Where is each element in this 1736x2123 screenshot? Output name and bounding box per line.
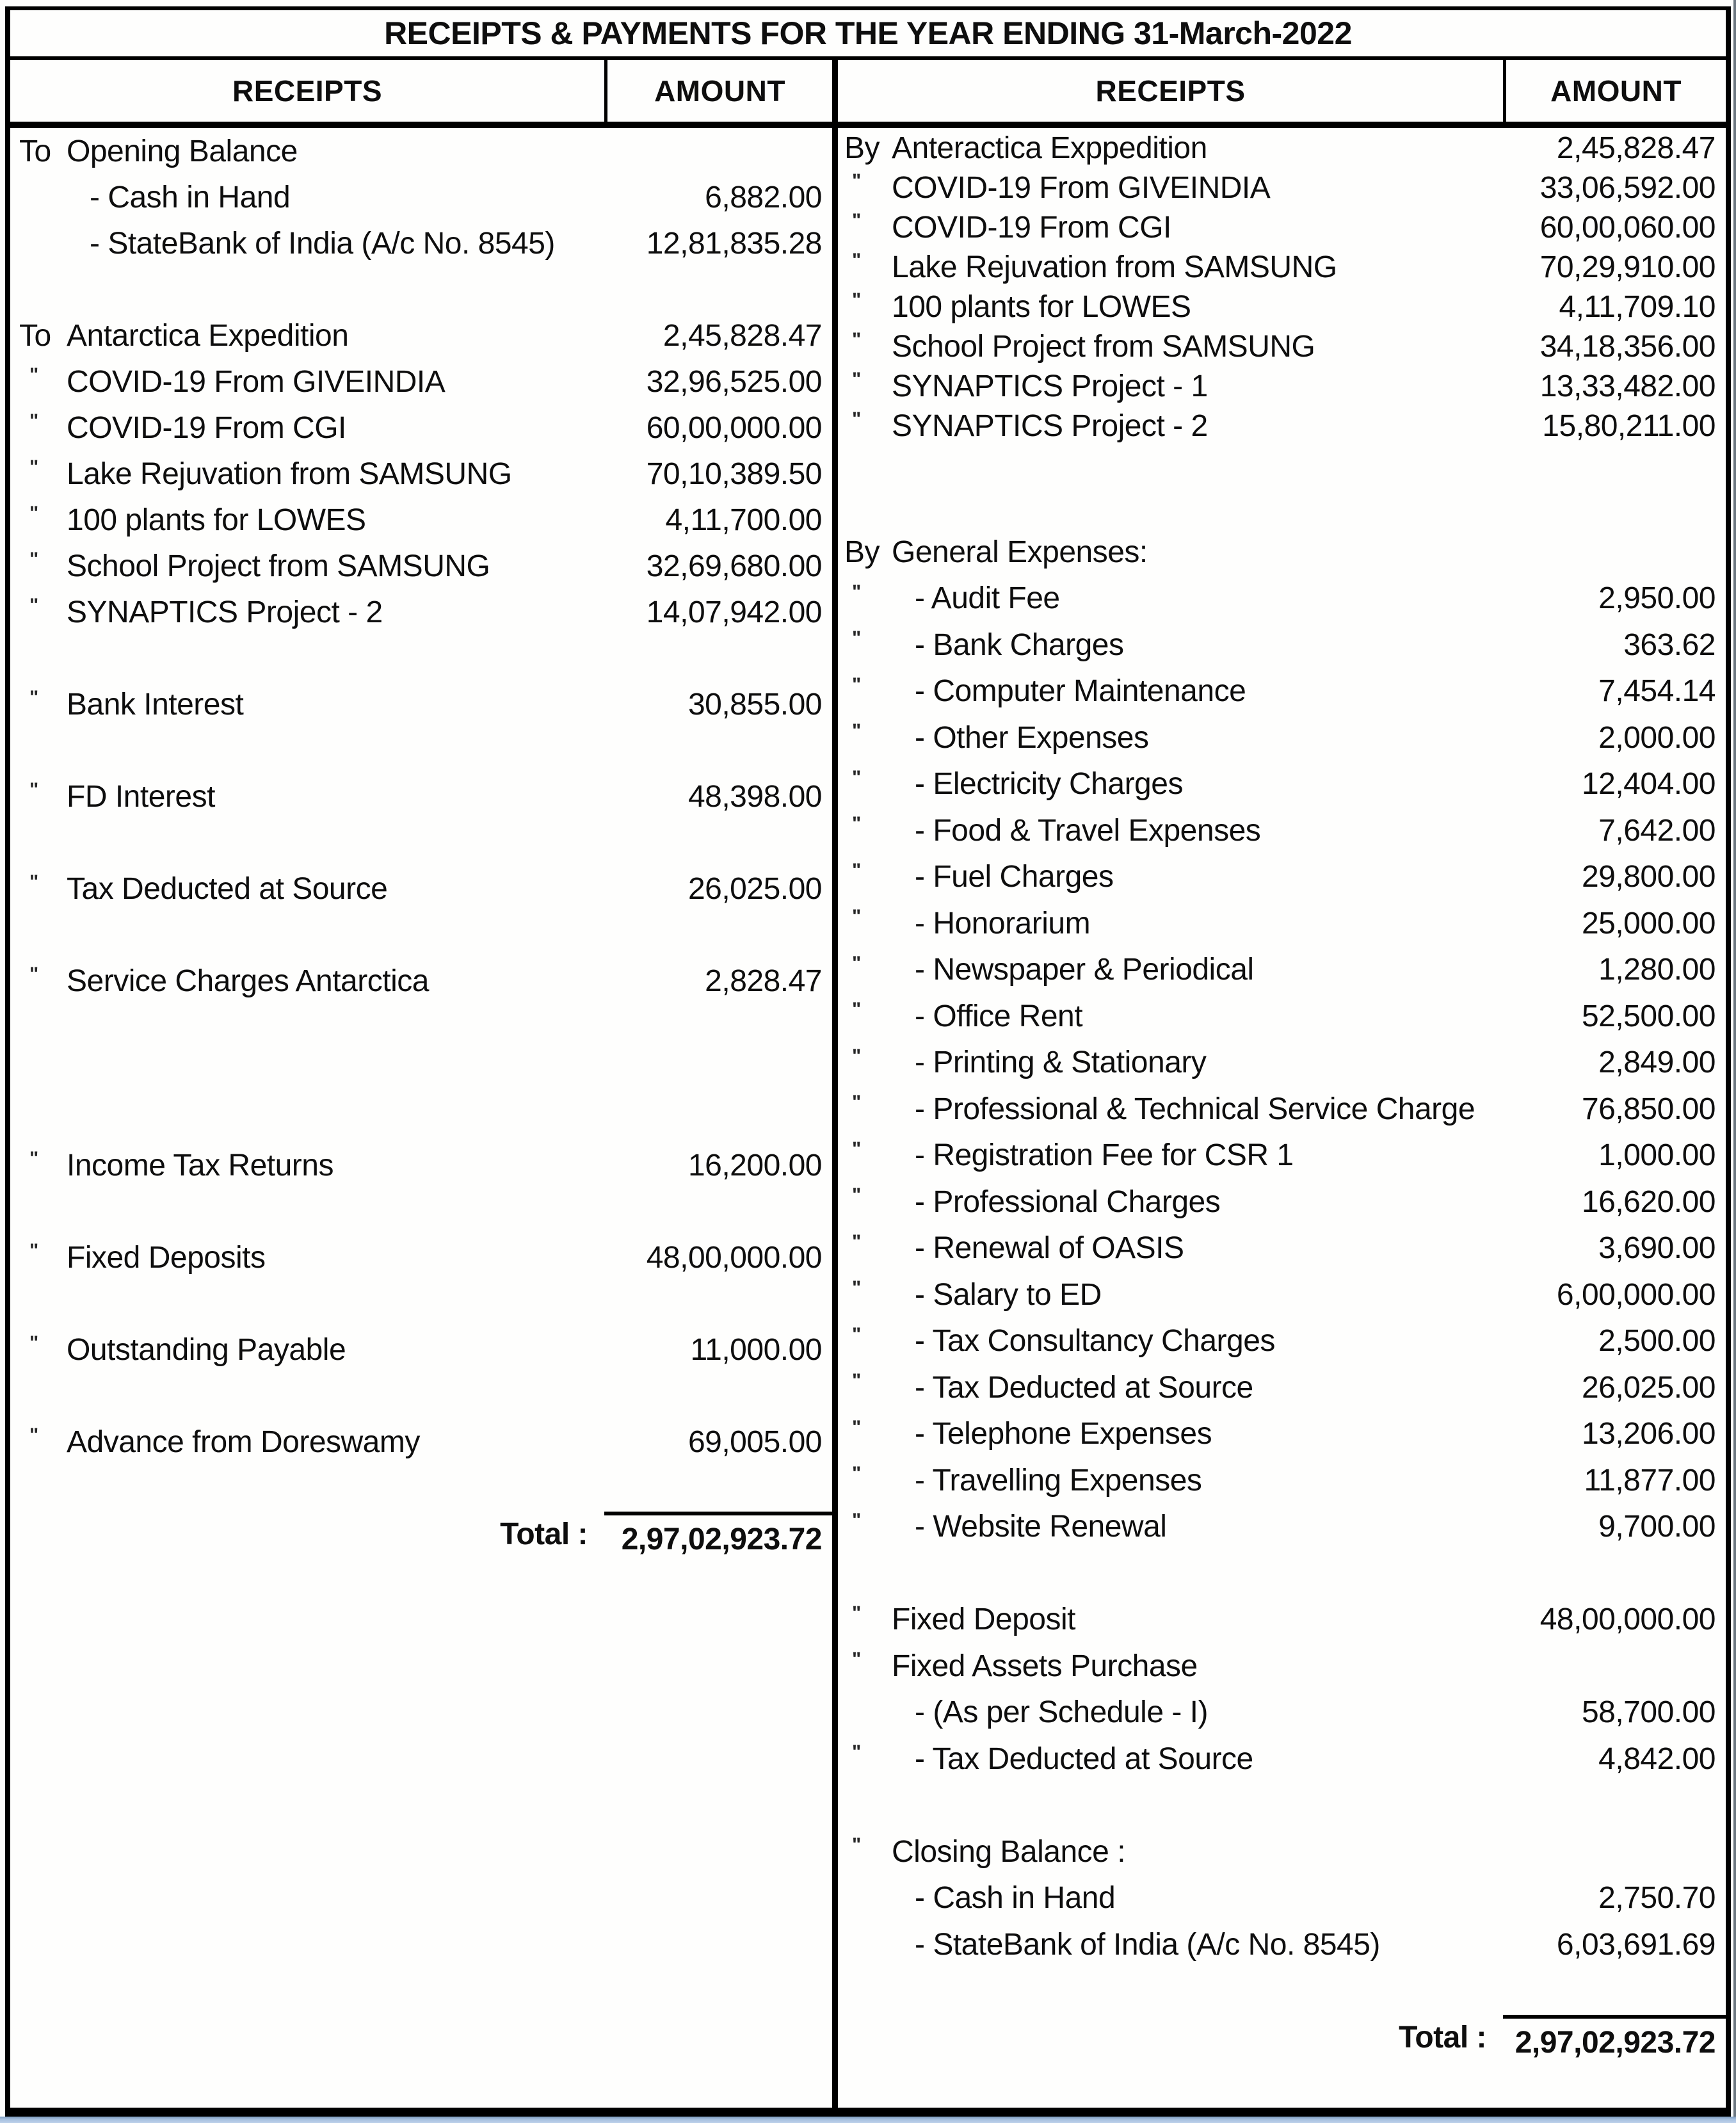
row-amount: 58,700.00 — [1581, 1695, 1716, 1730]
ledger-body — [10, 128, 1726, 2108]
ledger-row — [838, 1597, 1726, 1643]
ditto-mark: " — [29, 1332, 38, 1353]
ledger-row — [838, 168, 1726, 207]
ledger-row — [10, 866, 832, 912]
ditto-mark: " — [852, 1741, 861, 1763]
row-amount: 48,00,000.00 — [646, 1240, 822, 1275]
ditto-mark: " — [29, 687, 38, 708]
ledger-row — [838, 1921, 1726, 1968]
ditto-mark: " — [852, 1045, 861, 1067]
row-amount: 14,07,942.00 — [646, 595, 822, 629]
ledger-row — [838, 1457, 1726, 1504]
row-amount: 60,00,000.00 — [646, 410, 822, 445]
row-label: - Fuel Charges — [915, 860, 1114, 894]
ditto-mark: " — [852, 999, 861, 1021]
total-amount: 2,97,02,923.72 — [1503, 2015, 1726, 2060]
ledger-row — [838, 1643, 1726, 1690]
ledger-row — [838, 1736, 1726, 1782]
ledger-row — [838, 900, 1726, 947]
row-label: - Bank Charges — [915, 627, 1124, 662]
ditto-mark: " — [852, 1509, 861, 1531]
row-label: Closing Balance : — [892, 1834, 1126, 1869]
row-amount: 11,877.00 — [1584, 1463, 1716, 1497]
blank-row — [10, 819, 832, 866]
ditto-mark: " — [29, 779, 38, 800]
total-row — [838, 2014, 1726, 2061]
ditto-mark: " — [852, 289, 861, 311]
ledger-row — [838, 854, 1726, 901]
row-amount: 363.62 — [1623, 627, 1716, 662]
row-amount: 2,750.70 — [1598, 1881, 1716, 1916]
row-label: COVID-19 From GIVEINDIA — [892, 170, 1271, 205]
row-amount: 16,620.00 — [1581, 1184, 1716, 1219]
row-label: Bank Interest — [67, 687, 244, 722]
ledger-row — [10, 174, 832, 220]
ledger-row — [10, 543, 832, 589]
row-label: Fixed Assets Purchase — [892, 1649, 1198, 1683]
ditto-mark: " — [852, 674, 861, 695]
header-left-amount: AMOUNT — [607, 60, 838, 122]
row-label: Advance from Doreswamy — [67, 1425, 420, 1459]
row-amount: 7,454.14 — [1598, 674, 1716, 709]
row-amount: 70,10,389.50 — [646, 456, 822, 491]
ditto-mark: " — [852, 210, 861, 231]
row-amount: 69,005.00 — [687, 1425, 822, 1459]
row-amount: 12,81,835.28 — [646, 226, 822, 261]
row-amount: 34,18,356.00 — [1539, 329, 1716, 364]
ditto-mark: " — [29, 503, 38, 524]
ledger-row — [10, 1142, 832, 1188]
ledger-row — [10, 1234, 832, 1280]
ledger-row — [838, 247, 1726, 287]
row-amount: 30,855.00 — [687, 687, 822, 722]
ditto-mark: " — [852, 906, 861, 928]
ledger-row — [838, 1364, 1726, 1411]
row-amount: 6,03,691.69 — [1556, 1927, 1716, 1962]
ditto-mark: " — [29, 871, 38, 892]
row-label: 100 plants for LOWES — [892, 289, 1191, 324]
ditto-mark: " — [29, 595, 38, 616]
ledger-row — [10, 1419, 832, 1465]
row-label: Outstanding Payable — [67, 1332, 346, 1367]
row-label: Service Charges Antarctica — [67, 964, 429, 998]
blank-row — [838, 1968, 1726, 2015]
ditto-mark: " — [852, 627, 861, 649]
row-amount: 29,800.00 — [1581, 860, 1716, 894]
ditto-mark: " — [29, 456, 38, 478]
row-label: General Expenses: — [892, 535, 1148, 569]
ledger-row — [838, 1086, 1726, 1133]
ditto-mark: " — [29, 364, 38, 385]
payments-column — [838, 128, 1726, 2061]
row-label: - Tax Deducted at Source — [915, 1741, 1253, 1776]
row-amount: 12,404.00 — [1581, 767, 1716, 802]
ledger-row — [10, 405, 832, 451]
blank-row — [10, 1465, 832, 1511]
blank-row — [838, 1782, 1726, 1829]
ledger-row — [838, 1133, 1726, 1179]
row-amount: 70,29,910.00 — [1539, 250, 1716, 284]
statement-title: RECEIPTS & PAYMENTS FOR THE YEAR ENDING 31-March-2022 — [384, 15, 1352, 51]
row-label: COVID-19 From CGI — [67, 410, 346, 445]
center-divider — [832, 128, 838, 2108]
ledger-row — [838, 714, 1726, 761]
total-row — [10, 1511, 832, 1557]
window-bottom-strip — [0, 2117, 1736, 2123]
row-amount: 11,000.00 — [690, 1332, 822, 1367]
row-amount: 33,06,592.00 — [1539, 170, 1716, 205]
row-label: School Project from SAMSUNG — [67, 549, 490, 583]
ledger-row — [838, 807, 1726, 854]
row-prefix: By — [844, 131, 880, 165]
row-label: FD Interest — [67, 779, 215, 814]
ledger-row — [838, 947, 1726, 994]
row-label: Anteractica Exppedition — [892, 131, 1207, 165]
ditto-mark: " — [852, 1138, 861, 1159]
row-label: COVID-19 From CGI — [892, 210, 1171, 245]
row-label: - StateBank of India (A/c No. 8545) — [90, 226, 555, 261]
total-label: Total : — [1399, 2020, 1486, 2054]
row-label: 100 plants for LOWES — [67, 503, 366, 537]
ditto-mark: " — [852, 813, 861, 835]
ledger-row — [838, 128, 1726, 168]
row-label: - Tax Consultancy Charges — [915, 1324, 1275, 1359]
row-label: School Project from SAMSUNG — [892, 329, 1315, 364]
ditto-mark: " — [852, 1649, 861, 1670]
row-label: Lake Rejuvation from SAMSUNG — [892, 250, 1337, 284]
row-amount: 2,828.47 — [705, 964, 822, 998]
ledger-row — [838, 1828, 1726, 1875]
ditto-mark: " — [852, 1416, 861, 1438]
row-amount: 16,200.00 — [687, 1148, 822, 1183]
ditto-mark: " — [852, 1370, 861, 1392]
row-label: - Office Rent — [915, 999, 1083, 1033]
row-amount: 60,00,060.00 — [1539, 210, 1716, 245]
ledger-row — [838, 287, 1726, 327]
total-amount: 2,97,02,923.72 — [604, 1512, 832, 1557]
blank-row — [10, 1373, 832, 1419]
row-label: - Cash in Hand — [90, 180, 291, 214]
row-amount: 1,280.00 — [1598, 953, 1716, 987]
row-label: Fixed Deposits — [67, 1240, 266, 1275]
statement-table — [5, 6, 1731, 2117]
blank-row — [10, 1280, 832, 1327]
ledger-row — [838, 406, 1726, 446]
ledger-row — [838, 1271, 1726, 1318]
ledger-row — [10, 497, 832, 543]
ledger-row — [838, 1504, 1726, 1551]
ditto-mark: " — [29, 410, 38, 432]
row-amount: 2,45,828.47 — [1556, 131, 1716, 165]
row-amount: 2,500.00 — [1598, 1324, 1716, 1359]
blank-row — [10, 912, 832, 958]
blank-row — [10, 1096, 832, 1142]
ledger-row — [838, 993, 1726, 1040]
row-amount: 2,45,828.47 — [663, 318, 822, 353]
row-amount: 48,00,000.00 — [1539, 1602, 1716, 1637]
row-amount: 9,700.00 — [1598, 1510, 1716, 1544]
row-label: - (As per Schedule - I) — [915, 1695, 1208, 1730]
ledger-row — [838, 1040, 1726, 1086]
ledger-row — [10, 773, 832, 819]
ditto-mark: " — [852, 170, 861, 191]
row-label: - Professional Charges — [915, 1184, 1221, 1219]
row-amount: 76,850.00 — [1581, 1092, 1716, 1126]
header-left-receipts: RECEIPTS — [10, 60, 607, 122]
row-label: SYNAPTICS Project - 2 — [892, 408, 1208, 443]
ledger-row — [838, 1875, 1726, 1922]
blank-row — [10, 1050, 832, 1096]
ledger-row — [838, 529, 1726, 576]
row-amount: 13,206.00 — [1581, 1417, 1716, 1451]
row-label: - Honorarium — [915, 906, 1091, 940]
row-label: - Audit Fee — [915, 581, 1060, 616]
ditto-mark: " — [852, 1184, 861, 1206]
receipts-column — [10, 128, 832, 1557]
row-amount: 4,11,709.10 — [1559, 289, 1716, 324]
ledger-row — [10, 359, 832, 405]
ditto-mark: " — [852, 250, 861, 271]
ditto-mark: " — [29, 1240, 38, 1261]
window-right-edge — [1733, 0, 1736, 2123]
ditto-mark: " — [29, 964, 38, 985]
ditto-mark: " — [852, 1463, 861, 1485]
blank-row — [10, 635, 832, 681]
row-amount: 2,950.00 — [1598, 581, 1716, 616]
ditto-mark: " — [852, 1602, 861, 1624]
row-amount: 25,000.00 — [1581, 906, 1716, 940]
ledger-row — [838, 366, 1726, 406]
row-amount: 1,000.00 — [1598, 1138, 1716, 1173]
row-label: COVID-19 From GIVEINDIA — [67, 364, 446, 399]
ledger-row — [10, 1327, 832, 1373]
row-amount: 13,33,482.00 — [1539, 369, 1716, 403]
row-amount: 6,00,000.00 — [1556, 1277, 1716, 1312]
ditto-mark: " — [852, 369, 861, 390]
row-label: - Printing & Stationary — [915, 1045, 1207, 1080]
row-amount: 4,11,700.00 — [665, 503, 822, 537]
blank-row — [838, 1550, 1726, 1597]
row-label: Lake Rejuvation from SAMSUNG — [67, 456, 512, 491]
row-label: - Tax Deducted at Source — [915, 1370, 1253, 1405]
row-amount: 2,000.00 — [1598, 720, 1716, 755]
row-amount: 52,500.00 — [1581, 999, 1716, 1033]
ditto-mark: " — [852, 1092, 861, 1113]
ledger-row — [10, 681, 832, 727]
row-label: - Website Renewal — [915, 1510, 1167, 1544]
row-label: - Other Expenses — [915, 720, 1149, 755]
ledger-row — [838, 327, 1726, 366]
row-label: SYNAPTICS Project - 2 — [67, 595, 383, 629]
row-label: Income Tax Returns — [67, 1148, 334, 1183]
total-label: Total : — [500, 1517, 588, 1551]
ditto-mark: " — [852, 329, 861, 350]
row-prefix: To — [19, 318, 51, 353]
ditto-mark: " — [29, 1148, 38, 1169]
ledger-row — [10, 451, 832, 497]
statement-title-row — [10, 10, 1726, 60]
ledger-row — [10, 312, 832, 359]
row-amount: 2,849.00 — [1598, 1045, 1716, 1080]
blank-row — [838, 446, 1726, 529]
ledger-row — [838, 1225, 1726, 1272]
row-amount: 3,690.00 — [1598, 1231, 1716, 1266]
ledger-row — [10, 128, 832, 174]
ditto-mark: " — [852, 408, 861, 430]
ledger-row — [838, 1179, 1726, 1225]
ledger-row — [10, 589, 832, 635]
row-label: Tax Deducted at Source — [67, 871, 388, 906]
ditto-mark: " — [29, 549, 38, 570]
ledger-row — [10, 220, 832, 266]
row-label: - StateBank of India (A/c No. 8545) — [915, 1927, 1380, 1962]
ledger-row — [838, 1411, 1726, 1458]
header-right-receipts: RECEIPTS — [838, 60, 1506, 122]
row-label: Fixed Deposit — [892, 1602, 1075, 1637]
row-label: - Professional & Technical Service Charge — [915, 1092, 1475, 1126]
row-label: - Renewal of OASIS — [915, 1231, 1184, 1266]
ledger-row — [838, 761, 1726, 808]
ledger-row — [838, 668, 1726, 715]
row-amount: 26,025.00 — [1581, 1370, 1716, 1405]
row-prefix: To — [19, 134, 51, 168]
ditto-mark: " — [852, 1277, 861, 1299]
ledger-row — [838, 576, 1726, 622]
ditto-mark: " — [852, 766, 861, 788]
ditto-mark: " — [852, 581, 861, 602]
ditto-mark: " — [852, 1231, 861, 1252]
row-label: - Salary to ED — [915, 1277, 1102, 1312]
ledger-row — [838, 622, 1726, 668]
row-label: - Cash in Hand — [915, 1881, 1116, 1916]
row-label: - Telephone Expenses — [915, 1417, 1212, 1451]
ditto-mark: " — [852, 1834, 861, 1856]
row-amount: 6,882.00 — [705, 180, 822, 214]
blank-row — [10, 1004, 832, 1050]
ditto-mark: " — [29, 1425, 38, 1446]
row-label: Antarctica Expedition — [67, 318, 349, 353]
table-header-row — [10, 60, 1726, 128]
row-amount: 15,80,211.00 — [1542, 408, 1716, 443]
row-amount: 7,642.00 — [1598, 813, 1716, 848]
row-amount: 4,842.00 — [1598, 1741, 1716, 1776]
ledger-row — [10, 958, 832, 1004]
row-amount: 26,025.00 — [687, 871, 822, 906]
row-label: - Newspaper & Periodical — [915, 953, 1254, 987]
row-label: - Food & Travel Expenses — [915, 813, 1261, 848]
row-label: SYNAPTICS Project - 1 — [892, 369, 1208, 403]
ditto-mark: " — [852, 720, 861, 742]
row-amount: 32,96,525.00 — [646, 364, 822, 399]
row-label: - Computer Maintenance — [915, 674, 1246, 709]
row-label: - Travelling Expenses — [915, 1463, 1202, 1497]
ditto-mark: " — [852, 859, 861, 881]
row-amount: 32,69,680.00 — [646, 549, 822, 583]
ledger-row — [838, 1690, 1726, 1736]
row-label: - Registration Fee for CSR 1 — [915, 1138, 1294, 1173]
blank-row — [10, 727, 832, 773]
ledger-row — [838, 1318, 1726, 1365]
row-label: Opening Balance — [67, 134, 298, 168]
blank-row — [10, 1188, 832, 1234]
row-amount: 48,398.00 — [687, 779, 822, 814]
ditto-mark: " — [852, 952, 861, 974]
header-right-amount: AMOUNT — [1550, 74, 1682, 108]
blank-row — [10, 266, 832, 312]
ledger-row — [838, 207, 1726, 247]
row-label: - Electricity Charges — [915, 767, 1183, 802]
ditto-mark: " — [852, 1323, 861, 1345]
row-prefix: By — [844, 535, 880, 569]
